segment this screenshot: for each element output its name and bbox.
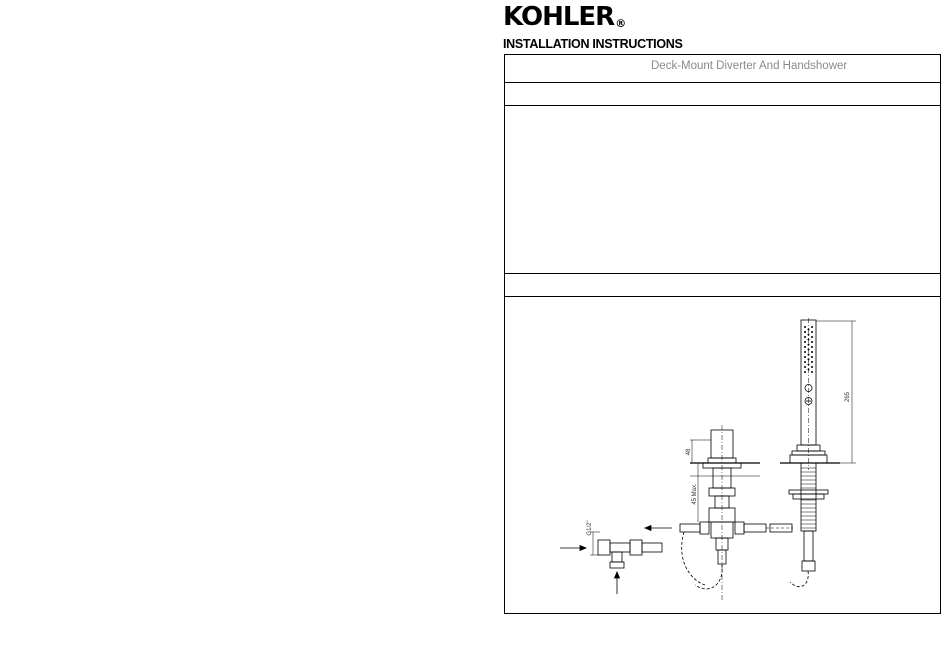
dim-connection-size: G1/2" [587, 520, 593, 536]
product-title: Deck-Mount Diverter And Handshower [651, 60, 848, 72]
diverter-drawing [645, 425, 793, 600]
dim-handshower-length: 265 [845, 391, 851, 403]
handshower-drawing [780, 318, 856, 587]
valve-body-detail [560, 532, 662, 594]
document-type-title: INSTALLATION INSTRUCTIONS [503, 37, 683, 51]
dim-diverter-height: 48 [686, 448, 692, 456]
brand-name: KOHLER [503, 2, 615, 32]
registered-mark: ® [615, 17, 627, 30]
dim-deck-thickness: 45 Max. [692, 483, 698, 505]
